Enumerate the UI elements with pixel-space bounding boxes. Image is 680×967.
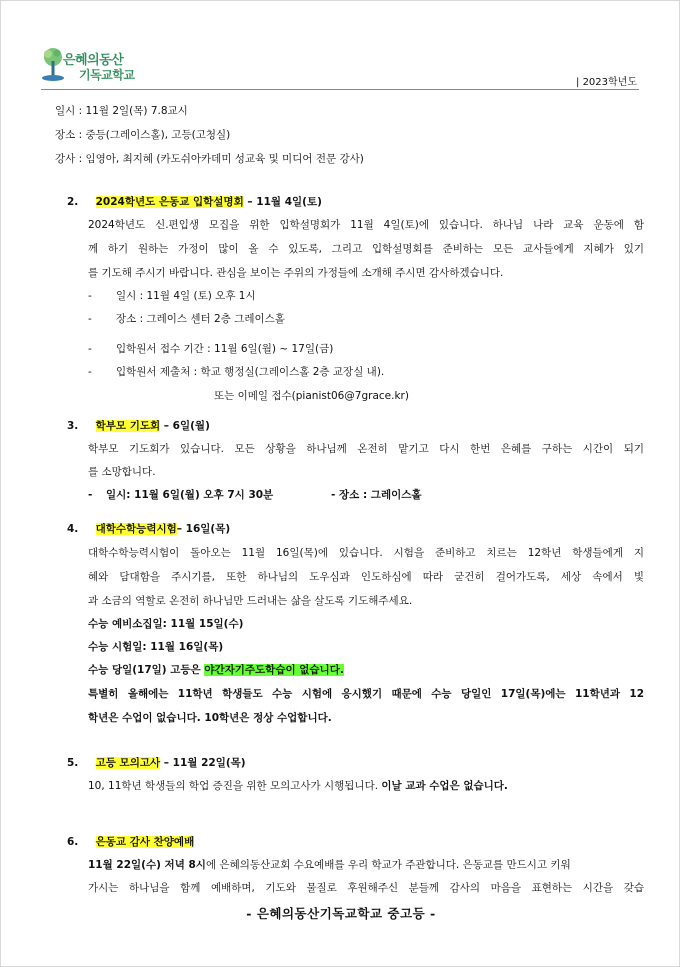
tree-icon — [41, 47, 65, 83]
section-4-para-line2: 혜와 담대함을 주시기를, 또한 하나님의 도우심과 인도하심에 따라 굳건히 걸어가도록, 세상 속에서 빛 — [88, 571, 644, 583]
section-3-title: 학부모 기도회 — [95, 420, 161, 432]
section-6-para-line1 — [88, 858, 644, 872]
section-3-number: 3. — [67, 420, 79, 432]
section-3-bullet-date: 일시: 11월 6일(월) 오후 7시 30분 — [106, 489, 274, 501]
section-3-date: – 6일(월) — [160, 420, 210, 432]
logo-text-line2: 기독교학교 — [79, 68, 135, 82]
section-4-heading — [67, 522, 230, 536]
school-logo — [41, 45, 151, 87]
section-2-para-line3: 를 기도해 주시기 바랍니다. 관심을 보이는 주위의 가정들에 소개해 주시면 감사하겠습니다. — [88, 267, 504, 279]
section-4-preliminary-date: 수능 예비소집일: 11월 15일(수) — [88, 618, 244, 630]
section-2-number: 2. — [67, 196, 79, 208]
section-2-bullet-submission-place: 입학원서 제출처 : 학교 행정실(그레이스홀 2층 교장실 내). — [116, 366, 385, 378]
section-2-bullet-application-period: 입학원서 접수 기간 : 11월 6일(월) ~ 17일(금) — [116, 343, 334, 355]
section-4-para-line1: 대학수학능력시험이 돌아오는 11월 16일(목)에 있습니다. 시험을 준비하고 치르는 12학년 학생들에게 지 — [88, 547, 644, 559]
section-4-special-note-line2: 학년은 수업이 없습니다. 10학년은 정상 수업합니다. — [88, 712, 332, 724]
section-2-bullet-date: 일시 : 11월 4일 (토) 오후 1시 — [116, 290, 256, 302]
section-5-heading — [67, 756, 246, 770]
section-4-exam-date: 수능 시험일: 11월 16일(목) — [88, 641, 224, 653]
section-4-date: – 16일(목) — [176, 523, 231, 535]
section-6-para-line2: 가시는 하나님을 함께 예배하며, 기도와 물질로 후원해주신 분들께 감사의 마음을 표현하는 시간을 갖습 — [88, 882, 644, 894]
school-year-label: | 2023학년도 — [576, 77, 637, 88]
section-6-datetime: 11월 22일(수) 저녁 8시 — [88, 859, 206, 871]
section-2-dash-3: - — [88, 343, 92, 355]
section-3-bullet-place: - 장소 : 그레이스홀 — [331, 489, 422, 501]
section-5-date: – 11월 22일(목) — [160, 757, 246, 769]
section-5-para — [88, 779, 508, 793]
intro-speaker: 강사 : 임영아, 최지혜 (카도쉬아카데미 성교육 및 미디어 전문 강사) — [55, 153, 364, 165]
section-2-heading — [67, 195, 322, 209]
section-4-no-study-notice: 야간자기주도학습이 없습니다. — [204, 664, 344, 676]
section-2-para-line1: 2024학년도 신.편입생 모집을 위한 입학설명회가 11월 4일(토)에 있습니다. 하나님 나라 교육 운동에 함 — [88, 219, 644, 231]
section-2-dash-1: - — [88, 290, 92, 302]
section-6-title: 은동교 감사 찬양예배 — [95, 836, 195, 848]
logo-text-line1: 은혜의동산 — [63, 53, 124, 68]
section-2-bullet-place: 장소 : 그레이스 센터 2층 그레이스홀 — [116, 313, 285, 325]
footer-school-name: - 은혜의동산기독교학교 중고등 - — [246, 906, 436, 921]
header-divider — [41, 89, 639, 90]
section-6-para-line1-text: 에 은혜의동산교회 수요예배를 우리 학교가 주관합니다. 은동교를 만드시고 키워 — [205, 859, 571, 871]
section-2-bullet-email: 또는 이메일 접수(pianist06@7grace.kr) — [214, 390, 409, 402]
section-4-para-line3: 과 소금의 역할로 온전히 하나님만 드러내는 삶을 살도록 기도해주세요. — [88, 595, 413, 607]
section-6-number: 6. — [67, 836, 79, 848]
section-3-para-line2: 를 소망합니다. — [88, 466, 156, 478]
section-5-title: 고등 모의고사 — [95, 757, 161, 769]
section-4-exam-day-note — [88, 663, 344, 677]
section-2-dash-2: - — [88, 313, 92, 325]
section-5-para-text: 10, 11학년 학생들의 학업 증진을 위한 모의고사가 시행됩니다. — [88, 780, 382, 792]
section-3-dash: - — [88, 489, 93, 501]
section-3-para-line1: 학부모 기도회가 있습니다. 모든 상황을 하나님께 온전히 맡기고 다시 한번 은혜를 구하는 시간이 되기 — [88, 443, 644, 455]
section-2-title: 2024학년도 은동교 입학설명회 — [95, 196, 244, 208]
section-2-date: – 11월 4일(토) — [243, 196, 322, 208]
section-5-no-class-notice: 이날 교과 수업은 없습니다. — [381, 780, 508, 792]
section-5-number: 5. — [67, 757, 79, 769]
section-3-heading — [67, 419, 210, 433]
section-4-number: 4. — [67, 523, 79, 535]
section-4-title: 대학수학능력시험 — [95, 523, 177, 535]
section-6-heading — [67, 835, 194, 849]
section-2-para-line2: 께 하기 원하는 가정이 많이 올 수 있도록, 그리고 입학설명회를 준비하는 모든 교사들에게 지혜가 있기 — [88, 243, 644, 255]
intro-date: 일시 : 11월 2일(목) 7.8교시 — [55, 105, 188, 117]
intro-place: 장소 : 중등(그레이스홀), 고등(고청실) — [55, 129, 231, 141]
section-4-special-note-line1: 특별히 올해에는 11학년 학생들도 수능 시험에 응시했기 때문에 수능 당일인 17일(목)에는 11학년과 12 — [88, 688, 644, 700]
section-2-dash-4: - — [88, 366, 92, 378]
section-4-exam-day-text: 수능 당일(17일) 고등은 — [88, 664, 205, 676]
